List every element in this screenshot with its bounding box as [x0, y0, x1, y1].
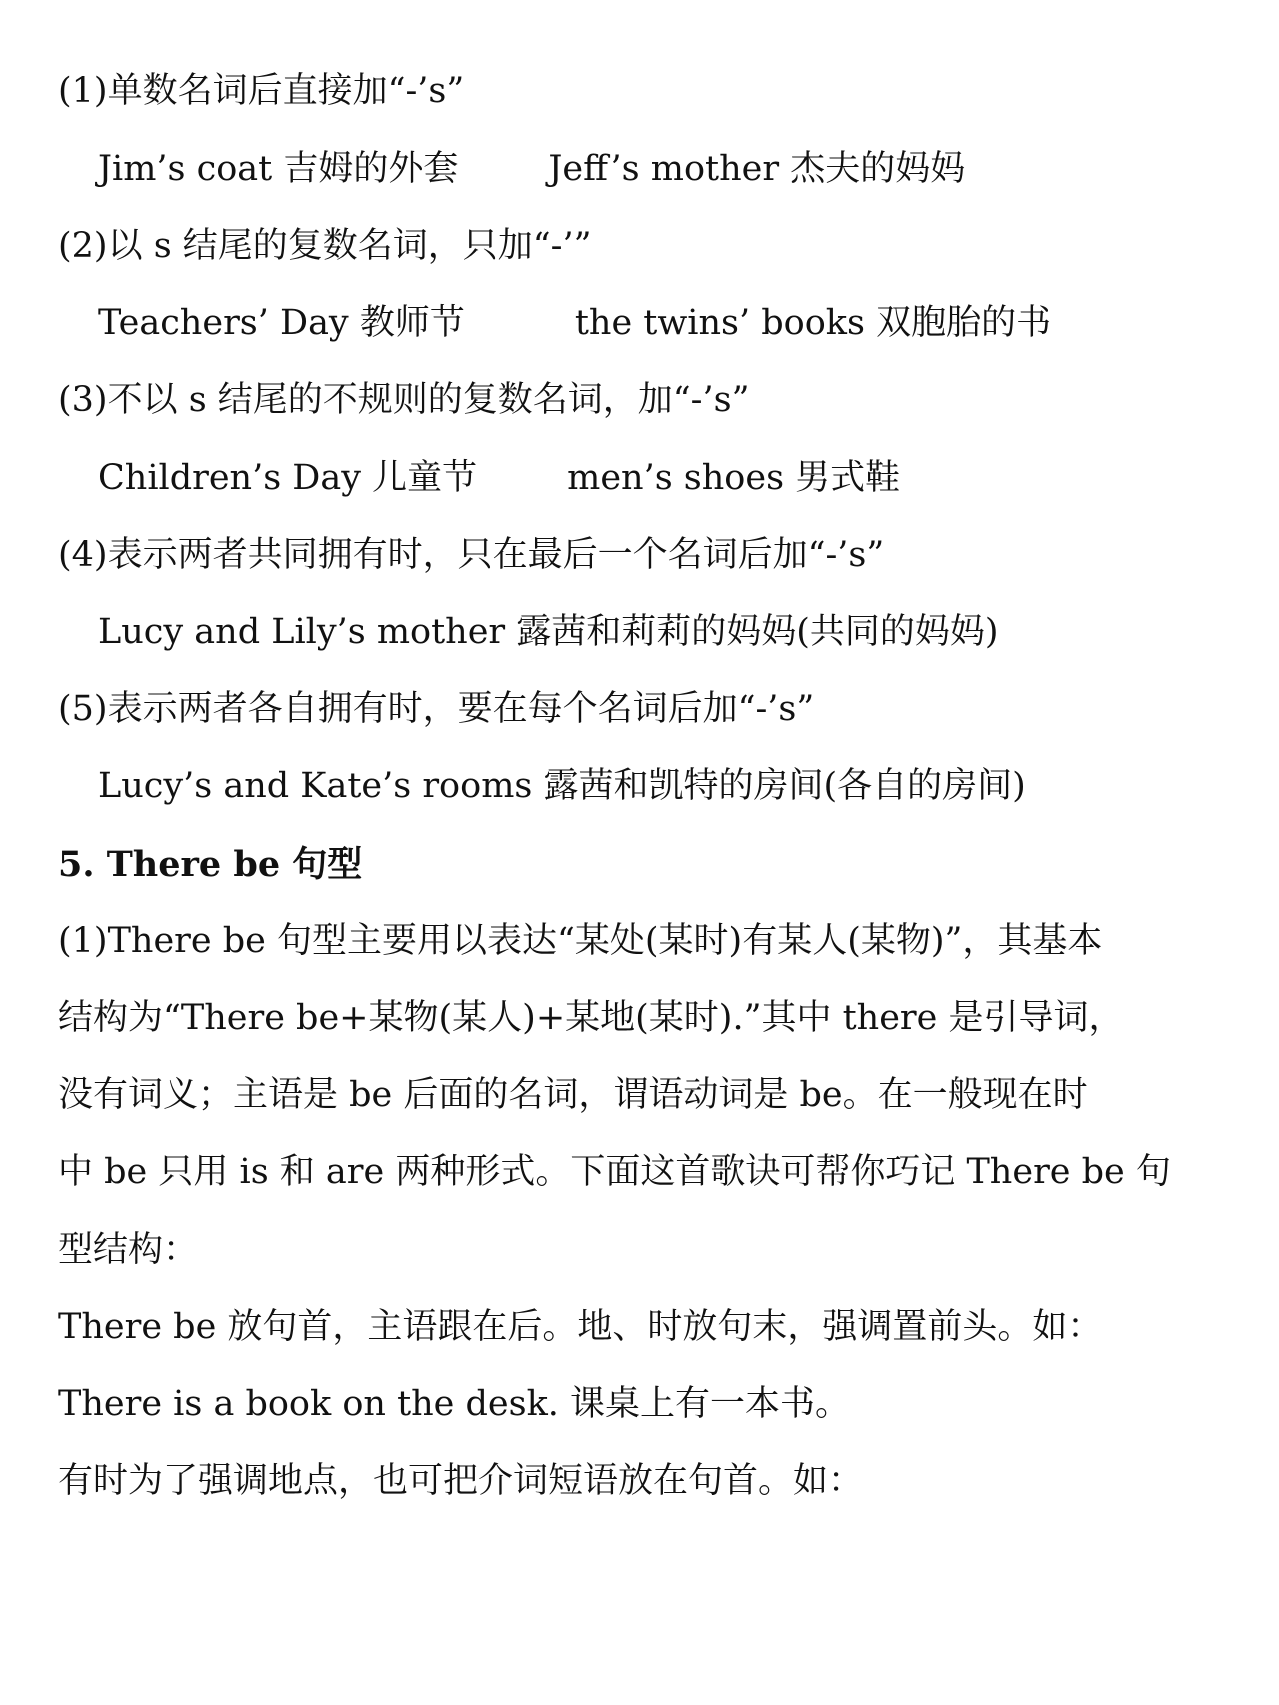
rule-4-heading: (4)表示两者共同拥有时，只在最后一个名词后加“-’s”	[58, 535, 885, 575]
rule-1-heading: (1)单数名词后直接加“-’s”	[58, 71, 465, 111]
section-5-para-line-3: 没有词义；主语是 be 后面的名词，谓语动词是 be。在一般现在时	[58, 1075, 1088, 1115]
rule-1-example-2: Jeff’s mother 杰夫的妈妈	[548, 149, 966, 189]
section-5-para-line-5: 型结构：	[58, 1230, 199, 1270]
rule-5-example-1: Lucy’s and Kate’s rooms 露茜和凯特的房间(各自的房间)	[98, 766, 1026, 806]
rule-3-example-1: Children’s Day 儿童节	[98, 458, 478, 498]
rule-4-example-1: Lucy and Lily’s mother 露茜和莉莉的妈妈(共同的妈妈)	[98, 612, 999, 652]
rule-2-example-1: Teachers’ Day 教师节	[98, 303, 465, 343]
rule-2-heading: (2)以 s 结尾的复数名词，只加“-’”	[58, 226, 592, 266]
rule-3-example-2: men’s shoes 男式鞋	[567, 458, 901, 498]
rule-1-examples	[98, 149, 966, 189]
section-5-para-line-1: (1)There be 句型主要用以表达“某处(某时)有某人(某物)”，其基本	[58, 921, 1103, 961]
rule-3-heading: (3)不以 s 结尾的不规则的复数名词，加“-’s”	[58, 380, 750, 420]
section-5-title: 5. There be 句型	[58, 844, 363, 885]
section-5-example: There is a book on the desk. 课桌上有一本书。	[58, 1384, 851, 1424]
rule-2-example-2: the twins’ books 双胞胎的书	[574, 303, 1052, 343]
section-5-para-line-4: 中 be 只用 is 和 are 两种形式。下面这首歌诀可帮你巧记 There be 句	[58, 1152, 1171, 1192]
section-5-rhyme: There be 放句首，主语跟在后。地、时放句末，强调置前头。如：	[58, 1307, 1103, 1347]
rule-3-examples	[98, 458, 901, 498]
rule-2-examples	[98, 303, 1052, 343]
rule-5-heading: (5)表示两者各自拥有时，要在每个名词后加“-’s”	[58, 689, 815, 729]
section-5-last-line: 有时为了强调地点，也可把介词短语放在句首。如：	[58, 1461, 864, 1501]
rule-1-example-1: Jim’s coat 吉姆的外套	[98, 149, 459, 189]
section-5-para-line-2: 结构为“There be+某物(某人)+某地(某时).”其中 there 是引导词，	[58, 998, 1124, 1038]
